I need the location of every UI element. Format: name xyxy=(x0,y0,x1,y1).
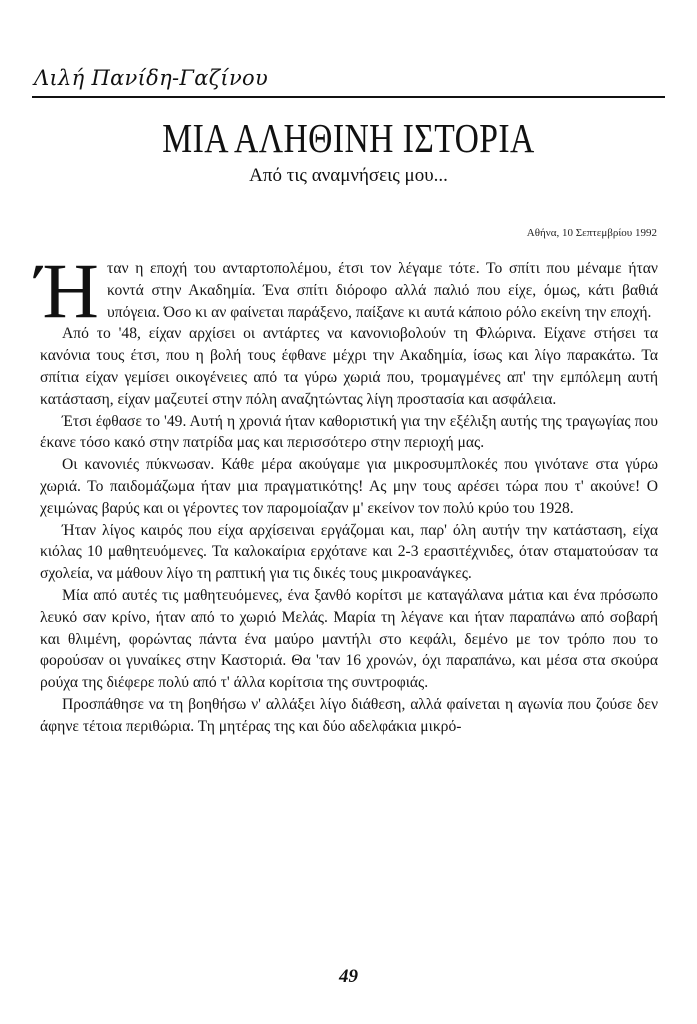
paragraph: Μία από αυτές τις μαθητευόμενες, ένα ξανθό κορίτσι με καταγάλανα μάτια και ένα πρόσωπο λευκό σαν κρίνο, ήταν από το χωριό Μελάς. Μαρία τη λέγανε και ήταν παραπάνω από σοβαρή και θλιμένη, φορώντας πάντα ένα μαύρο μαντήλι στο κεφάλι, δεμένο με τον τρόπο που το φορούσαν οι γυναίκες στην Καστοριά. Θα 'ταν 16 χρονών, όχι παραπάνω, και μέσα στα σκούρα ρούχα της διέφερε πολύ από τ' άλλα κορίτσια της συντροφιάς. xyxy=(40,586,658,692)
chapter-title: ΜΙΑ ΑΛΗΘΙΝΗ ΙΣΤΟΡΙΑ xyxy=(162,115,535,161)
paragraph xyxy=(36,247,658,334)
paragraph: Έτσι έφθασε το '49. Αυτή η χρονιά ήταν καθοριστική για την εξέλιξη αυτής της τραγωγίας που έκανε τόσο κακό στην πατρίδα μας και περισσότερο στην περιοχή μας. xyxy=(40,412,658,452)
paragraph-text: ταν η εποχή του ανταρτοπολέμου, έτσι τον λέγαμε τότε. Το σπίτι που μέναμε ήταν κοντά στην Ακαδημία. Ένα σπίτι διόροφο αλλά παλιό που είχε, όμως, κάτι βαθιά υπόγεια. Όσο κι αν φαίνεται παράξενο, παίξανε κι αυτά κάποιο ρόλο εκείνη την εποχή. xyxy=(107,260,658,321)
body-text xyxy=(36,247,658,738)
header-rule xyxy=(32,96,665,98)
paragraph: Οι κανονιές πύκνωσαν. Κάθε μέρα ακούγαμε για μικροσυμπλοκές που γινότανε στα γύρω χωριά. Το παιδομάζωμα ήταν μια πραγματικότης! Ας μην τους αρέσει τώρα που τ' ακούνε! Ο χειμώνας βαρύς και οι γέροντες τον παρομοίαζαν μ' εκείνον τον πολύ κρύο του 1928. xyxy=(40,456,658,517)
paragraph: Προσπάθησε να τη βοηθήσω ν' αλλάξει λίγο διάθεση, αλλά φαίνεται η αγωνία που ζούσε δεν άφηνε τέτοια περιθώρια. Τη μητέρας της και δύο αδελφάκια μικρό- xyxy=(40,695,658,735)
running-header-author: Λιλή Πανίδη-Γαζίνου xyxy=(34,66,269,90)
drop-cap: Ή xyxy=(36,247,100,334)
page-number: 49 xyxy=(339,966,358,987)
paragraph: Ήταν λίγος καιρός που είχα αρχίσειναι εργάζομαι και, παρ' όλη αυτήν την κατάσταση, είχα κιόλας 10 μαθητευόμενες. Τα καλοκαίρια ερχότανε και 2-3 ερασιτέχνιδες, όταν σταματούσαν τα σχολεία, να μάθουν λίγο τη ραπτική για τις δικές τους μικροανάγκες. xyxy=(40,521,658,583)
chapter-subtitle: Από τις αναμνήσεις μου... xyxy=(249,165,448,186)
dateline: Αθήνα, 10 Σεπτεμβρίου 1992 xyxy=(526,227,657,239)
paragraph: Από το '48, είχαν αρχίσει οι αντάρτες να κανονιοβολούν τη Φλώρινα. Είχανε στήσει τα κανόνια τους έτσι, που η βολή τους έφθανε μέχρι την Ακαδημία, ίσως και λίγο παρακάτω. Τα σπίτια είχαν γεμίσει οικογένειες από τα γύρω χωριά που, τρομαγμένες απ' την εμπόλεμη αυτή κατάσταση, είχαν μαζευτεί στην πόλη αναζητώντας λίγη προστασία και ασφάλεια. xyxy=(40,325,658,408)
